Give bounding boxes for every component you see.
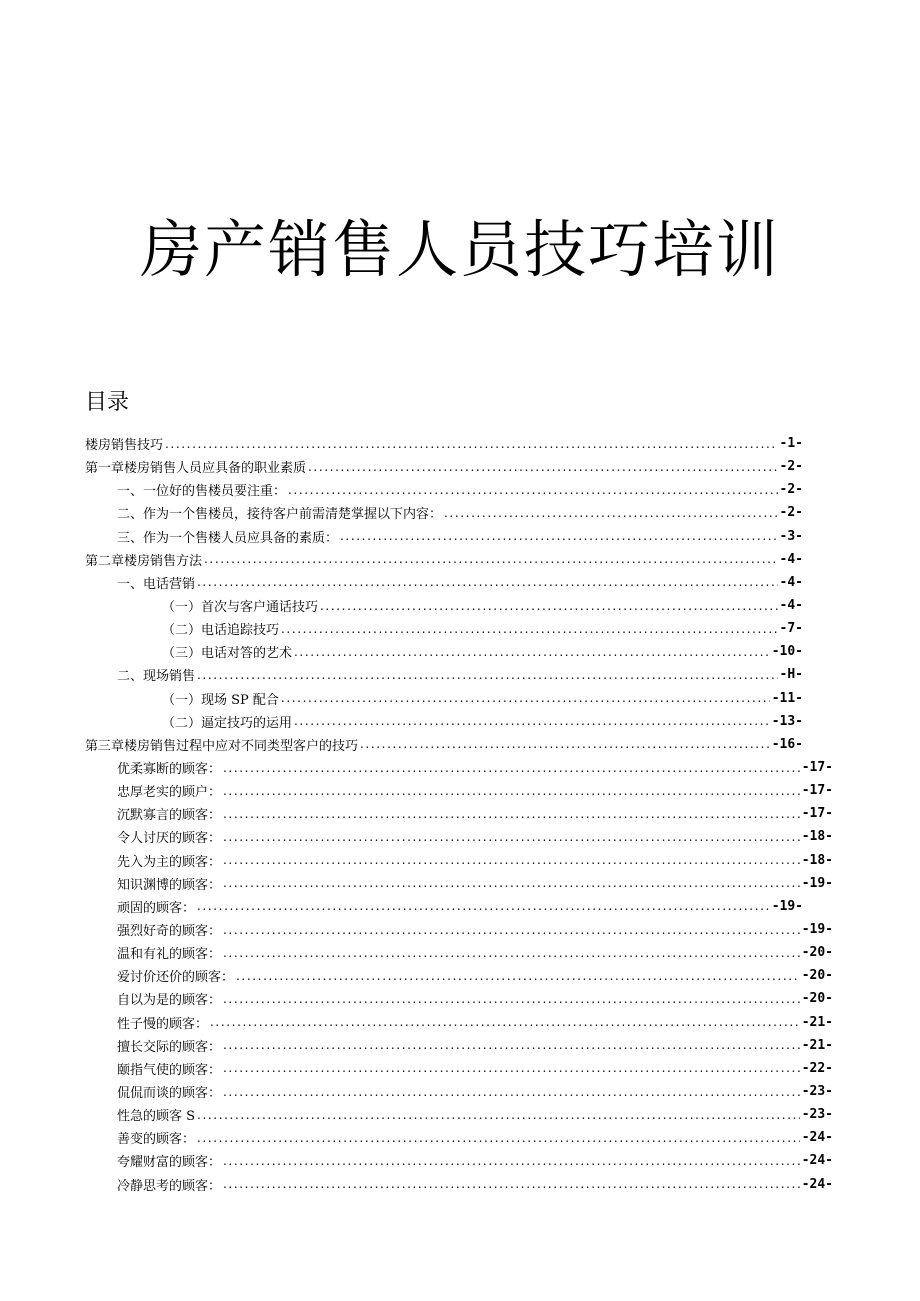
toc-dot-leader	[294, 645, 770, 659]
toc-entry-label: 性子慢的顾客：	[117, 1016, 209, 1032]
toc-entry[interactable]	[0, 571, 803, 594]
toc-entry-label: 忠厚老实的顾户：	[117, 785, 222, 801]
toc-entry-page: -24-	[801, 1153, 833, 1169]
toc-entry[interactable]	[0, 1173, 833, 1196]
toc-entry[interactable]	[0, 663, 803, 686]
toc-entry[interactable]	[0, 756, 833, 779]
toc-entry-page: -H-	[779, 667, 803, 683]
toc-entry[interactable]	[0, 964, 833, 987]
toc-entry[interactable]	[0, 687, 803, 710]
toc-entry-label: 沉默寡言的顾客：	[117, 808, 222, 824]
toc-dot-leader	[210, 1015, 800, 1029]
toc-entry-page: -23-	[801, 1107, 833, 1123]
toc-dot-leader	[197, 575, 778, 589]
toc-entry[interactable]	[0, 548, 803, 571]
toc-dot-leader	[340, 529, 778, 543]
toc-entry-label: 二、作为一个售楼员，接待客户前需清楚掌握以下内容：	[117, 507, 443, 523]
toc-entry-label: 二、现场销售	[117, 669, 196, 685]
toc-entry[interactable]	[0, 455, 803, 478]
toc-entry-page: -20-	[801, 945, 833, 961]
toc-dot-leader	[223, 876, 800, 890]
toc-entry[interactable]	[0, 1011, 833, 1034]
toc-dot-leader	[281, 691, 770, 705]
toc-entry-label: 第二章楼房销售方法	[85, 553, 203, 569]
toc-entry[interactable]	[0, 640, 803, 663]
toc-entry-page: -16-	[771, 736, 803, 752]
toc-dot-leader	[308, 460, 778, 474]
toc-entry-label: 一、一位好的售楼员要注重：	[117, 484, 287, 500]
toc-heading: 目录	[85, 390, 130, 415]
toc-entry[interactable]	[0, 1057, 833, 1080]
toc-entry[interactable]	[0, 710, 803, 733]
toc-entry-label: 擅长交际的顾客：	[117, 1039, 222, 1055]
toc-entry[interactable]	[0, 1103, 833, 1126]
toc-entry-label: （二）电话追踪技巧	[162, 623, 280, 639]
toc-dot-leader	[288, 483, 778, 497]
toc-entry-label: 三、作为一个售楼人员应具备的素质：	[117, 530, 339, 546]
toc-entry[interactable]	[0, 779, 833, 802]
toc-entry[interactable]	[0, 1126, 833, 1149]
toc-entry-label: 温和有礼的顾客：	[117, 947, 222, 963]
toc-dot-leader	[223, 1085, 800, 1099]
toc-entry-label: 自以为是的顾客：	[117, 993, 222, 1009]
toc-entry-page: -19-	[801, 875, 833, 891]
toc-dot-leader	[197, 668, 778, 682]
toc-dot-leader	[360, 737, 770, 751]
toc-entry[interactable]	[0, 525, 803, 548]
toc-dot-leader	[444, 506, 778, 520]
toc-dot-leader	[223, 784, 800, 798]
toc-dot-leader	[197, 1108, 800, 1122]
toc-entry[interactable]	[0, 941, 833, 964]
toc-entry[interactable]	[0, 849, 833, 872]
toc-entry-page: -20-	[801, 968, 833, 984]
toc-entry-page: -21-	[801, 1014, 833, 1030]
toc-entry[interactable]	[0, 501, 803, 524]
toc-entry[interactable]	[0, 733, 803, 756]
toc-entry[interactable]	[0, 1149, 833, 1172]
toc-entry-label: 爱讨价还价的顾客：	[117, 970, 235, 986]
toc-entry-label: 第一章楼房销售人员应具备的职业素质	[85, 461, 307, 477]
toc-entry-page: -7-	[779, 621, 803, 637]
toc-entry-page: -18-	[801, 829, 833, 845]
toc-entry-label: 知识渊博的顾客：	[117, 877, 222, 893]
toc-entry-label: （三）电话对答的艺术	[162, 646, 293, 662]
toc-dot-leader	[223, 992, 800, 1006]
toc-entry-page: -3-	[779, 528, 803, 544]
toc-entry-label: 第三章楼房销售过程中应对不同类型客户的技巧	[85, 738, 359, 754]
toc-entry-label: 性急的顾客 S	[117, 1109, 196, 1125]
toc-entry-page: -17-	[801, 760, 833, 776]
toc-dot-leader	[197, 1131, 800, 1145]
toc-dot-leader	[223, 1038, 800, 1052]
toc-dot-leader	[223, 1061, 800, 1075]
toc-entry[interactable]	[0, 802, 833, 825]
toc-dot-leader	[236, 969, 800, 983]
toc-entry-label: （一）现场 SP 配合	[162, 692, 279, 708]
table-of-contents	[0, 432, 920, 1196]
toc-entry-page: -2-	[779, 482, 803, 498]
toc-dot-leader	[223, 946, 800, 960]
toc-entry[interactable]	[0, 825, 833, 848]
toc-dot-leader	[223, 1177, 800, 1191]
toc-dot-leader	[197, 899, 770, 913]
toc-entry-page: -20-	[801, 991, 833, 1007]
toc-dot-leader	[223, 830, 800, 844]
toc-entry[interactable]	[0, 478, 803, 501]
toc-dot-leader	[165, 437, 778, 451]
toc-dot-leader	[223, 853, 800, 867]
toc-entry[interactable]	[0, 1034, 833, 1057]
toc-entry[interactable]	[0, 987, 833, 1010]
toc-entry-page: -19-	[771, 898, 803, 914]
toc-entry[interactable]	[0, 1080, 833, 1103]
toc-entry-label: （一）首次与客户通话技巧	[162, 600, 319, 616]
toc-entry[interactable]	[0, 432, 803, 455]
toc-entry-label: 善变的顾客：	[117, 1132, 196, 1148]
toc-entry[interactable]	[0, 918, 833, 941]
toc-entry-page: -2-	[779, 459, 803, 475]
toc-dot-leader	[281, 622, 778, 636]
toc-entry-page: -21-	[801, 1037, 833, 1053]
toc-entry-label: （二）逼定技巧的运用	[162, 715, 293, 731]
toc-dot-leader	[223, 807, 800, 821]
toc-entry-label: 一、电话营销	[117, 576, 196, 592]
toc-dot-leader	[204, 552, 778, 566]
toc-entry-page: -1-	[779, 436, 803, 452]
toc-dot-leader	[223, 1154, 800, 1168]
toc-entry-page: -24-	[801, 1176, 833, 1192]
toc-entry-label: 侃侃而谈的顾客：	[117, 1086, 222, 1101]
toc-dot-leader	[223, 923, 800, 937]
toc-entry-page: -19-	[801, 922, 833, 938]
toc-entry[interactable]	[0, 594, 803, 617]
toc-entry[interactable]	[0, 895, 803, 918]
toc-entry-page: -23-	[801, 1084, 833, 1099]
toc-entry-label: 冷静思考的顾客：	[117, 1178, 222, 1194]
toc-entry-label: 楼房销售技巧	[85, 438, 164, 454]
toc-dot-leader	[320, 599, 778, 613]
toc-entry-label: 夸耀财富的顾客：	[117, 1155, 222, 1171]
toc-entry-label: 顽固的顾客：	[117, 900, 196, 916]
toc-entry-page: -4-	[779, 551, 803, 567]
toc-entry-page: -11-	[771, 690, 803, 706]
toc-entry-page: -4-	[779, 598, 803, 614]
toc-dot-leader	[294, 714, 770, 728]
toc-entry-page: -10-	[771, 644, 803, 660]
toc-entry[interactable]	[0, 872, 833, 895]
toc-entry-page: -2-	[779, 505, 803, 521]
toc-entry[interactable]	[0, 617, 803, 640]
toc-entry-page: -24-	[801, 1130, 833, 1146]
toc-entry-label: 颐指气使的顾客：	[117, 1062, 222, 1078]
document-title: 房产销售人员技巧培训	[139, 213, 780, 286]
toc-entry-label: 令人讨厌的顾客：	[117, 831, 222, 847]
toc-entry-page: -22-	[801, 1060, 833, 1076]
toc-entry-label: 优柔寡断的顾客：	[117, 762, 222, 778]
toc-entry-page: -4-	[779, 574, 803, 590]
toc-entry-page: -13-	[771, 713, 803, 729]
toc-entry-page: -17-	[801, 806, 833, 822]
toc-entry-page: -18-	[801, 852, 833, 868]
toc-entry-page: -17-	[801, 783, 833, 799]
toc-entry-label: 先入为主的顾客：	[117, 854, 222, 870]
toc-entry-label: 强烈好奇的顾客：	[117, 924, 222, 940]
toc-dot-leader	[223, 761, 800, 775]
